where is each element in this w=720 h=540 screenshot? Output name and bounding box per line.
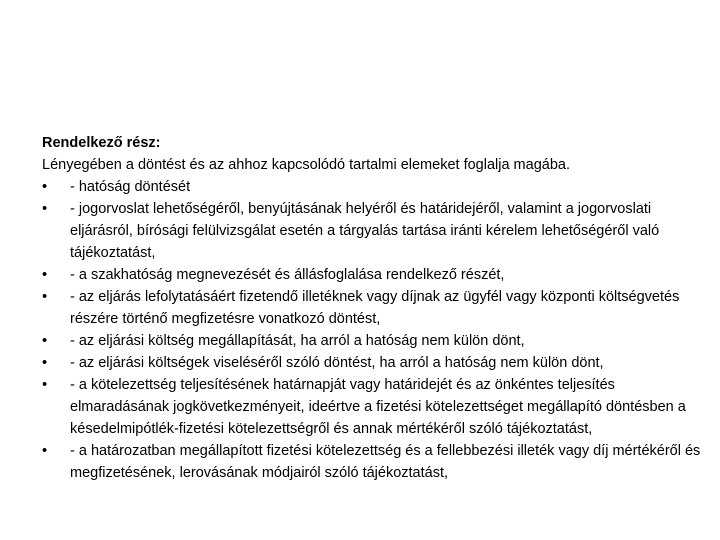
list-item [42, 264, 712, 286]
section-heading: Rendelkező rész: [42, 135, 161, 151]
bullet-icon: • [42, 355, 48, 371]
list-item [42, 198, 712, 264]
list-item-text: - az eljárási költség megállapítását, ha arról a hatóság nem külön dönt, [70, 333, 525, 349]
bullet-icon: • [42, 267, 48, 283]
bullet-icon: • [42, 443, 48, 459]
bullet-icon: • [42, 201, 48, 217]
list-item-text: - a határozatban megállapított fizetési kötelezettség és a fellebbezési illeték vagy díj mértékéről és megfizetésének, lerovásának módjairól szóló tájékoztatást, [70, 443, 701, 481]
bullet-icon: • [42, 333, 48, 349]
list-item-text: - az eljárási költségek viseléséről szóló döntést, ha arról a hatóság nem külön dönt, [70, 355, 604, 371]
bullet-list [42, 176, 712, 484]
list-item [42, 374, 712, 440]
list-item [42, 352, 712, 374]
bullet-icon: • [42, 377, 48, 393]
list-item-text: - az eljárás lefolytatásáért fizetendő illetéknek vagy díjnak az ügyfél vagy központi költségvetés részére történő megfizetésre vonatkozó döntést, [70, 289, 680, 327]
list-item [42, 330, 712, 352]
list-item [42, 440, 712, 484]
list-item [42, 176, 712, 198]
list-item-text: - hatóság döntését [70, 179, 191, 195]
content-area [42, 132, 712, 484]
list-item-text: - a kötelezettség teljesítésének határnapját vagy határidejét és az önkéntes teljesítés elmaradásának jogkövetkezményeit, ideértve a fizetési kötelezettséget megállapító döntésben a késedelmipótlék-fizetési kötelezettségről és annak mértékéről szóló tájékoztatást, [70, 377, 686, 437]
section-intro: Lényegében a döntést és az ahhoz kapcsolódó tartalmi elemeket foglalja magába. [42, 157, 570, 173]
list-item [42, 286, 712, 330]
bullet-icon: • [42, 289, 48, 305]
list-item-text: - a szakhatóság megnevezését és állásfoglalása rendelkező részét, [70, 267, 505, 283]
bullet-icon: • [42, 179, 48, 195]
list-item-text: - jogorvoslat lehetőségéről, benyújtásának helyéről és határidejéről, valamint a jogorvoslati eljárásról, bírósági felülvizsgálat esetén a tárgyalás tartása iránti kérelem lehetőségéről való tájékoztatást, [70, 201, 660, 261]
